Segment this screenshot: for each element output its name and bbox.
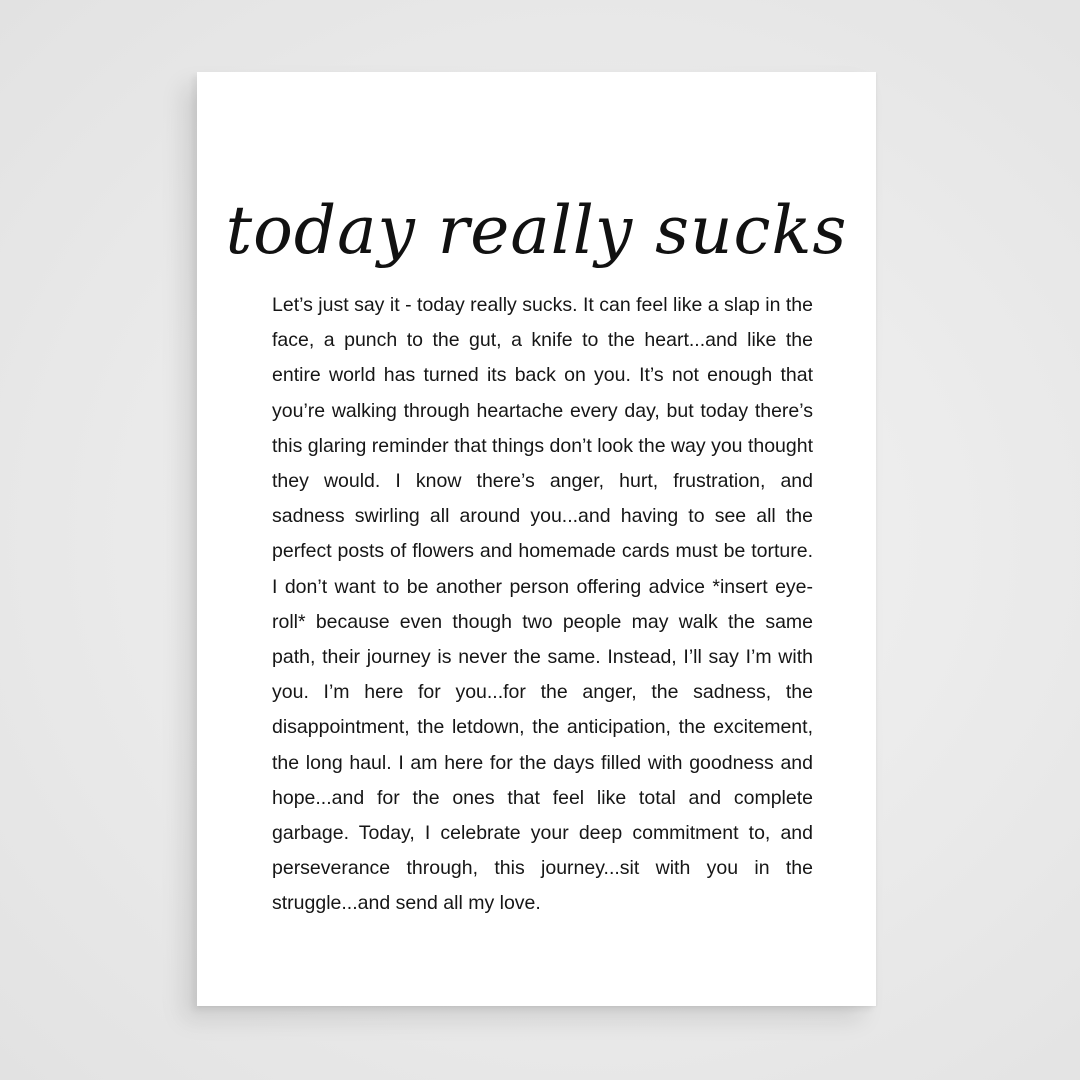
card-title: today really sucks [225, 192, 848, 269]
card-body-text: Let’s just say it - today really sucks. It can feel like a slap in the face, a punch to the gut, a knife to the heart...and like the entire world has turned its back on you. It’s not enough that you’re walking through heartache every day, but today there’s this glaring reminder that things don’t look the way you thought they would. I know there’s anger, hurt, frustration, and sadness swirling all around you...and having to see all the perfect posts of flowers and homemade cards must be torture. I don’t want to be another person offering advice *insert eye-roll* because even though two people may walk the same path, their journey is never the same. Instead, I’ll say I’m with you. I’m here for you...for the anger, the sadness, the disappointment, the letdown, the anticipation, the excitement, the long haul. I am here for the days filled with goodness and hope...and for the ones that feel like total and complete garbage. Today, I celebrate your deep commitment to, and perseverance through, this journey...sit with you in the struggle...and send all my love. [272, 294, 813, 915]
printed-card [197, 72, 876, 1006]
